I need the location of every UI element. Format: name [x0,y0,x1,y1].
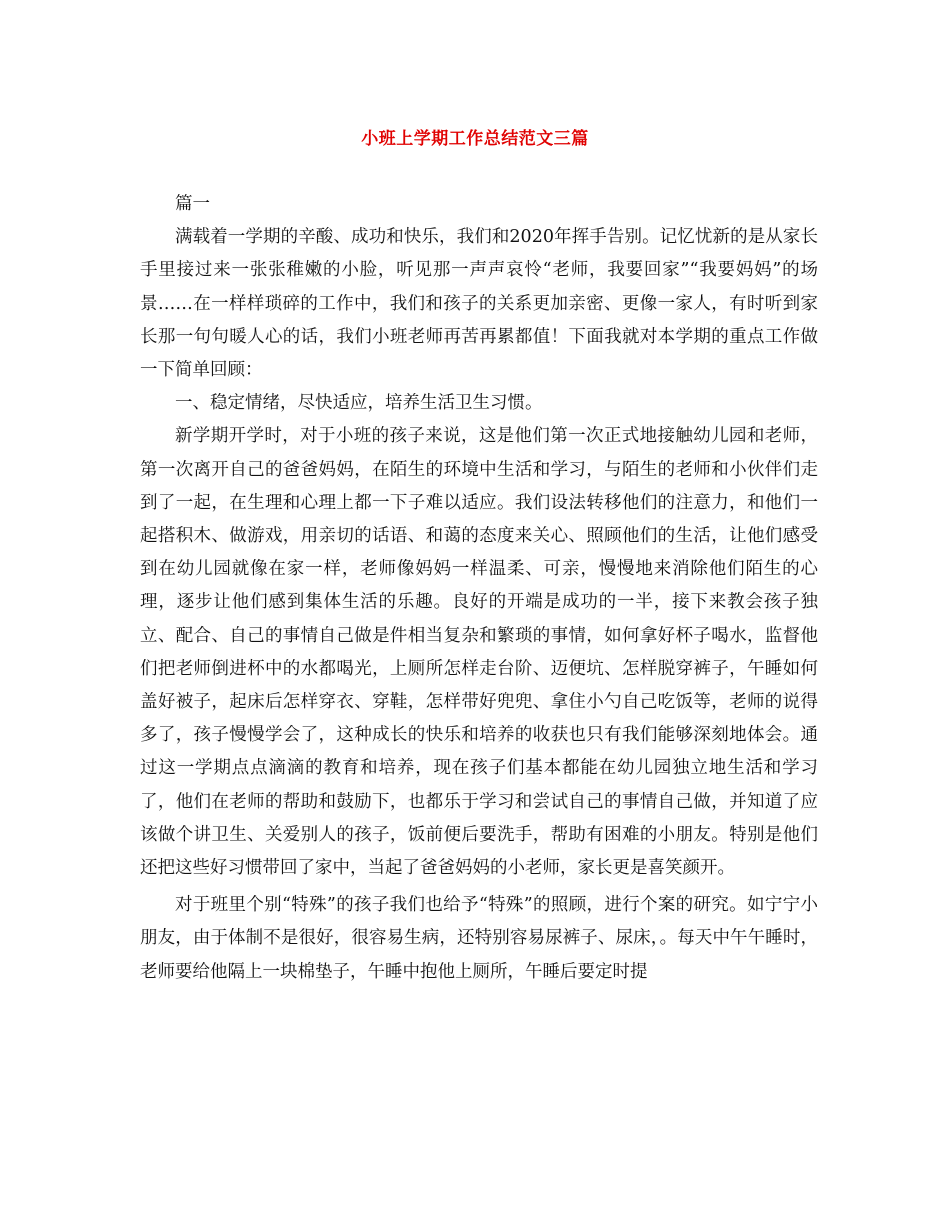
document-body [140,188,818,989]
intro-paragraph: 满载着一学期的辛酸、成功和快乐，我们和2020年挥手告别。记忆忧新的是从家长手里接过来一张张稚嫩的小脸，听见那一声声哀怜“老师，我要回家”“我要妈妈”的场景……在一样样琐碎的工作中，我们和孩子的关系更加亲密、更像一家人，有时听到家长那一句句暖人心的话，我们小班老师再苦再累都值！下面我就对本学期的重点工作做一下简单回顾： [140,227,818,381]
body-paragraph-adaptation: 新学期开学时，对于小班的孩子来说，这是他们第一次正式地接触幼儿园和老师，第一次离开自己的爸爸妈妈，在陌生的环境中生活和学习，与陌生的老师和小伙伴们走到了一起，在生理和心理上都一下子难以适应。我们设法转移他们的注意力，和他们一起搭积木、做游戏，用亲切的话语、和蔼的态度来关心、照顾他们的生活，让他们感受到在幼儿园就像在家一样，老师像妈妈一样温柔、可亲，慢慢地来消除他们陌生的心理，逐步让他们感到集体生活的乐趣。良好的开端是成功的一半，接下来教会孩子独立、配合、自己的事情自己做是件相当复杂和繁琐的事情，如何拿好杯子喝水，监督他们把老师倒进杯中的水都喝光，上厕所怎样走台阶、迈便坑、怎样脱穿裤子，午睡如何盖好被子，起床后怎样穿衣、穿鞋，怎样带好兜兜、拿住小勺自己吃饭等，老师的说得多了，孩子慢慢学会了，这种成长的快乐和培养的收获也只有我们能够深刻地体会。通过这一学期点点滴滴的教育和培养，现在孩子们基本都能在幼儿园独立地生活和学习了，他们在老师的帮助和鼓励下，也都乐于学习和尝试自己的事情自己做，并知道了应该做个讲卫生、关爱别人的孩子，饭前便后要洗手，帮助有困难的小朋友。特别是他们还把这些好习惯带回了家中，当起了爸爸妈妈的小老师，家长更是喜笑颜开。 [140,426,818,879]
document-title: 小班上学期工作总结范文三篇 [361,129,589,149]
body-paragraph-special-care: 对于班里个别“特殊”的孩子我们也给予“特殊”的照顾，进行个案的研究。如宁宁小朋友，由于体制不是很好，很容易生病，还特别容易尿裤子、尿床，。每天中午午睡时，老师要给他隔上一块棉垫子，午睡中抱他上厕所，午睡后要定时提 [140,895,818,982]
section-heading-part-one: 篇一 [175,194,210,214]
section-heading-one: 一、稳定情绪，尽快适应，培养生活卫生习惯。 [175,393,543,414]
